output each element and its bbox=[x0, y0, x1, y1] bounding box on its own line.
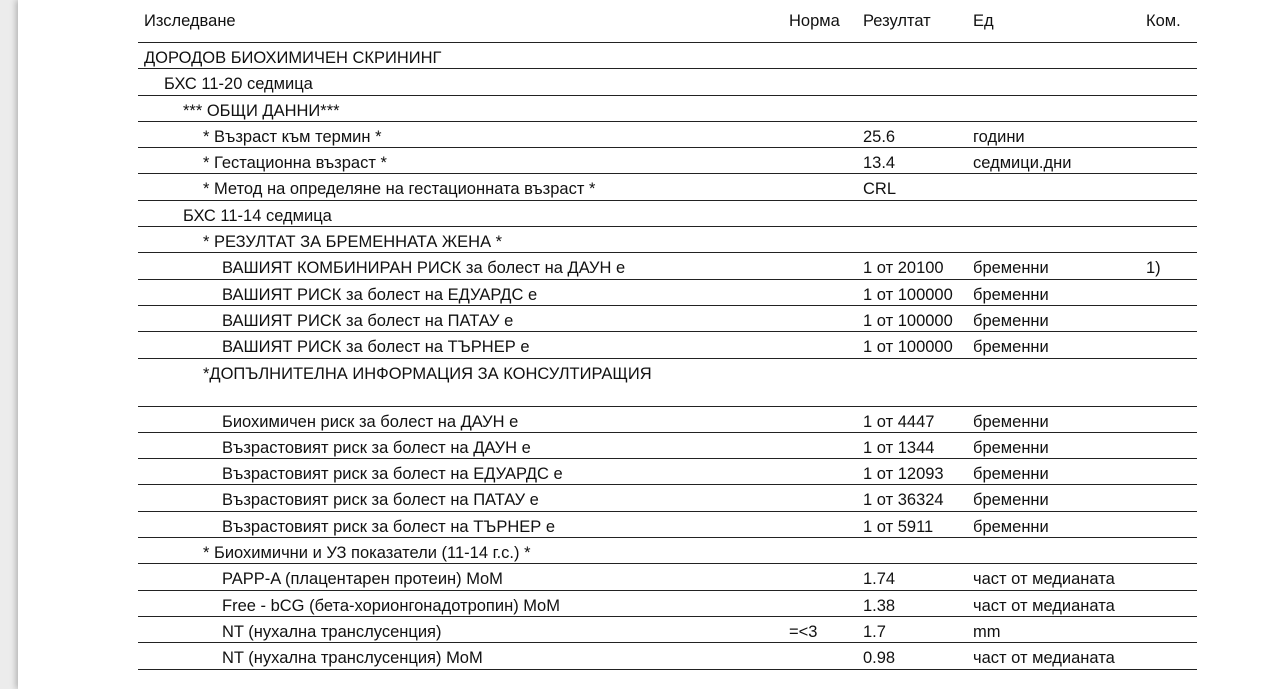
row-name: * Биохимични и УЗ показатели (11-14 г.с.) * bbox=[203, 544, 531, 563]
row-result: 1 от 36324 bbox=[863, 491, 944, 510]
row-name: Възрастовият риск за болест на ПАТАУ е bbox=[222, 491, 539, 510]
header-norm: Норма bbox=[789, 12, 840, 30]
row-name: * Метод на определяне на гестационната възраст * bbox=[203, 180, 596, 199]
report-page bbox=[18, 0, 1284, 689]
table-row bbox=[138, 148, 1197, 174]
row-result: 13.4 bbox=[863, 154, 896, 173]
table-row bbox=[138, 538, 1197, 564]
row-result: 0.98 bbox=[863, 649, 896, 668]
table-row bbox=[138, 433, 1197, 459]
row-unit: бременни bbox=[973, 517, 1049, 536]
row-name: * РЕЗУЛТАТ ЗА БРЕМЕННАТА ЖЕНА * bbox=[203, 233, 503, 252]
row-result: 1 от 100000 bbox=[863, 338, 953, 357]
row-unit: бременни bbox=[973, 285, 1049, 304]
table-row bbox=[138, 332, 1197, 358]
table-row bbox=[138, 407, 1197, 433]
row-result: 1.7 bbox=[863, 622, 886, 641]
row-name: * Гестационна възраст * bbox=[203, 154, 387, 173]
results-table bbox=[138, 0, 1197, 670]
row-unit: mm bbox=[973, 622, 1001, 641]
row-unit: бременни bbox=[973, 465, 1049, 484]
table-row bbox=[138, 253, 1197, 279]
row-result: 1 от 5911 bbox=[863, 517, 934, 536]
table-header bbox=[138, 0, 1197, 43]
table-row bbox=[138, 591, 1197, 617]
row-name: PAPP-A (плацентарен протеин) MoM bbox=[222, 570, 503, 589]
row-name: ДОРОДОВ БИОХИМИЧЕН СКРИНИНГ bbox=[144, 49, 442, 67]
table-row bbox=[138, 359, 1197, 407]
row-result: CRL bbox=[863, 180, 897, 199]
row-name: ВАШИЯТ РИСК за болест на ТЪРНЕР е bbox=[222, 338, 530, 357]
table-row bbox=[138, 96, 1197, 122]
row-result: 1 от 1344 bbox=[863, 438, 935, 457]
table-row bbox=[138, 459, 1197, 485]
row-result: 25.6 bbox=[863, 127, 896, 146]
table-row bbox=[138, 201, 1197, 227]
header-result: Резултат bbox=[863, 12, 931, 30]
row-norm: =<3 bbox=[789, 622, 818, 641]
table-row bbox=[138, 306, 1197, 332]
row-result: 1 от 100000 bbox=[863, 311, 953, 330]
row-name: Възрастовият риск за болест на ЕДУАРДС е bbox=[222, 465, 563, 484]
table-row bbox=[138, 485, 1197, 511]
row-unit: бременни bbox=[973, 311, 1049, 330]
row-name: NT (нухална транслусенция) MoM bbox=[222, 649, 483, 668]
row-result: 1 от 100000 bbox=[863, 285, 953, 304]
table-row bbox=[138, 280, 1197, 306]
row-result: 1.38 bbox=[863, 596, 896, 615]
row-name: ВАШИЯТ РИСК за болест на ПАТАУ е bbox=[222, 311, 514, 330]
row-name: *ДОПЪЛНИТЕЛНА ИНФОРМАЦИЯ ЗА КОНСУЛТИРАЩИЯ bbox=[203, 364, 652, 383]
row-name: БХС 11-14 седмица bbox=[183, 206, 332, 225]
table-row bbox=[138, 564, 1197, 590]
row-name: NT (нухална транслусенция) bbox=[222, 622, 442, 641]
table-row bbox=[138, 617, 1197, 643]
row-name: Биохимичен риск за болест на ДАУН е bbox=[222, 412, 519, 431]
row-name: БХС 11-20 седмица bbox=[164, 75, 313, 94]
header-comment: Ком. bbox=[1146, 12, 1181, 30]
row-result: 1 от 12093 bbox=[863, 465, 944, 484]
row-comment: 1) bbox=[1146, 259, 1161, 278]
row-unit: бременни bbox=[973, 438, 1049, 457]
table-row bbox=[138, 643, 1197, 669]
table-row bbox=[138, 174, 1197, 200]
row-name: ВАШИЯТ КОМБИНИРАН РИСК за болест на ДАУН е bbox=[222, 259, 626, 278]
row-result: 1 от 4447 bbox=[863, 412, 935, 431]
row-name: Възрастовият риск за болест на ДАУН е bbox=[222, 438, 531, 457]
row-unit: бременни bbox=[973, 412, 1049, 431]
row-unit: години bbox=[973, 127, 1025, 146]
row-name: ВАШИЯТ РИСК за болест на ЕДУАРДС е bbox=[222, 285, 538, 304]
row-name: Free - bCG (бета-хорионгонадотропин) MoM bbox=[222, 596, 560, 615]
row-result: 1 от 20100 bbox=[863, 259, 944, 278]
row-unit: част от медианата bbox=[973, 649, 1115, 668]
table-row bbox=[138, 43, 1197, 69]
table-row bbox=[138, 122, 1197, 148]
row-name: * Възраст към термин * bbox=[203, 127, 382, 146]
table-row bbox=[138, 512, 1197, 538]
table-row bbox=[138, 227, 1197, 253]
table-row bbox=[138, 69, 1197, 95]
row-unit: бременни bbox=[973, 491, 1049, 510]
header-name: Изследване bbox=[144, 12, 236, 30]
row-name: *** ОБЩИ ДАННИ*** bbox=[183, 101, 340, 120]
row-unit: част от медианата bbox=[973, 570, 1115, 589]
row-unit: бременни bbox=[973, 338, 1049, 357]
row-unit: част от медианата bbox=[973, 596, 1115, 615]
row-result: 1.74 bbox=[863, 570, 896, 589]
header-unit: Ед bbox=[973, 12, 994, 30]
row-name: Възрастовият риск за болест на ТЪРНЕР е bbox=[222, 517, 556, 536]
row-unit: бременни bbox=[973, 259, 1049, 278]
row-unit: седмици.дни bbox=[973, 154, 1072, 173]
